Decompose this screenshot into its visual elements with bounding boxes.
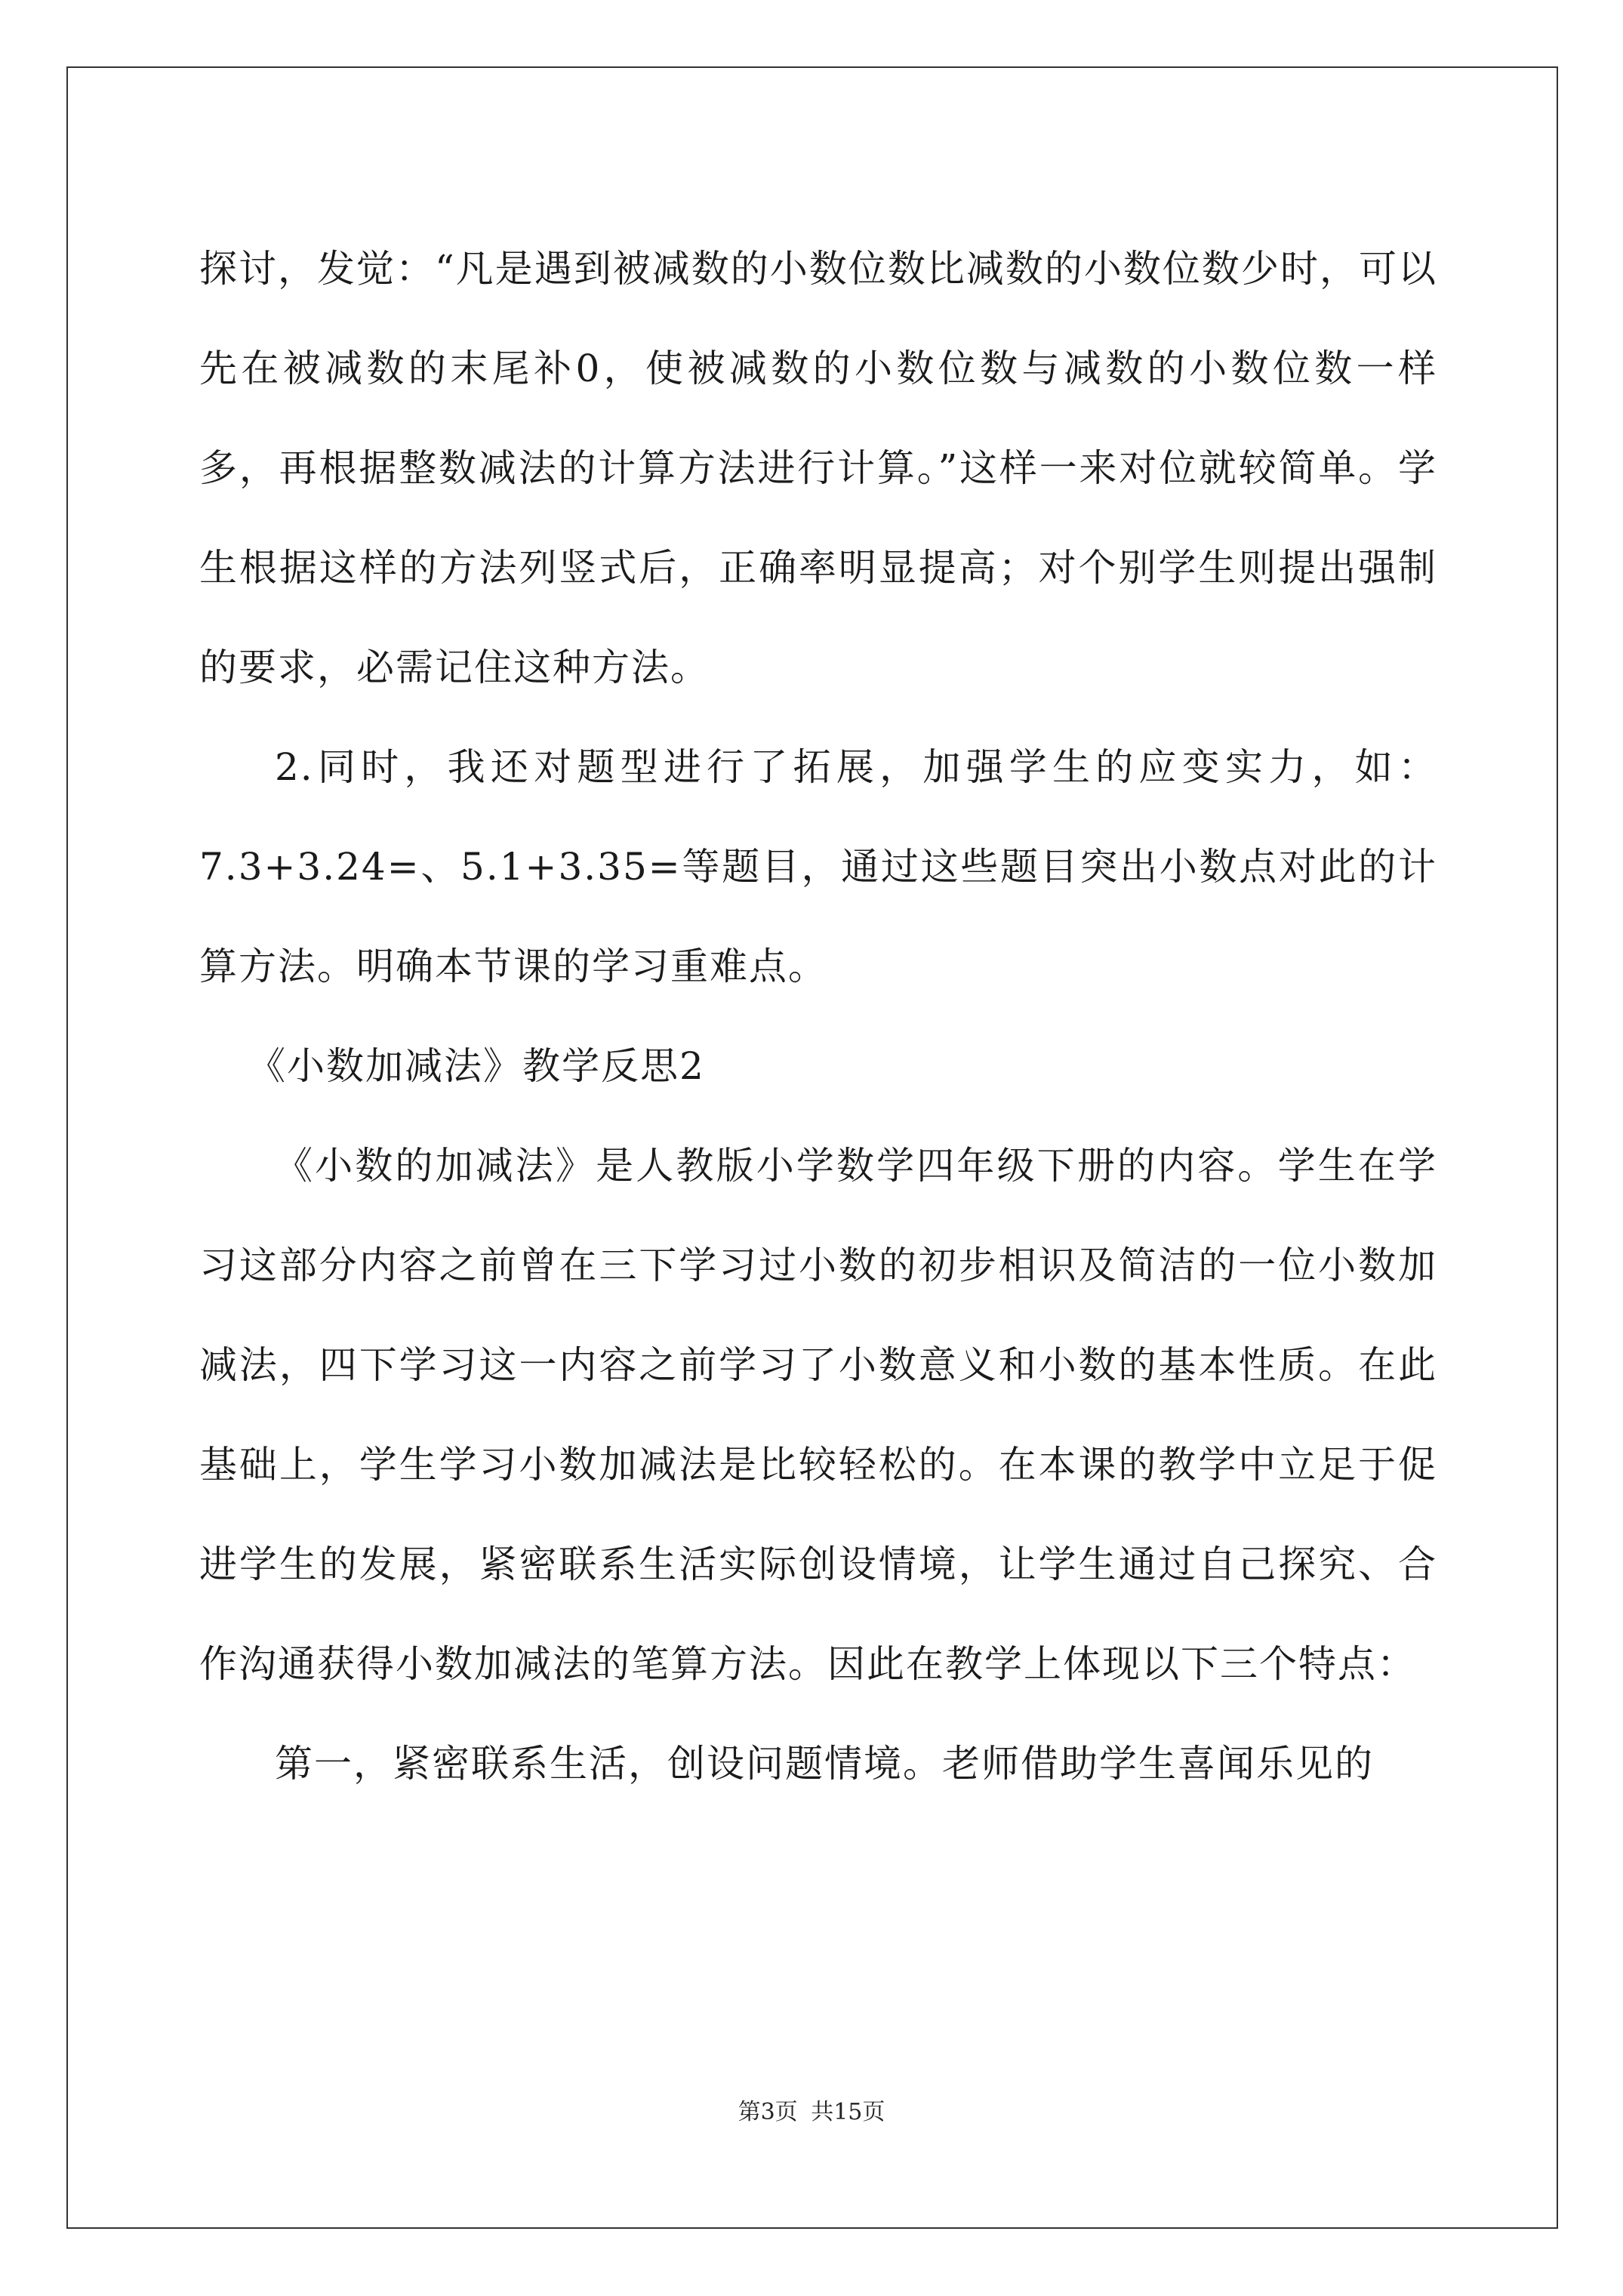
paragraph-first-point: 第一，紧密联系生活，创设问题情境。老师借助学生喜闻乐见的 xyxy=(275,1742,1374,1786)
paragraph-intro: 《小数的加减法》是人教版小学数学四年级下册的内容。学生在学习这部分内容之前曾在三下学习过小数的初步相识及简洁的一位小数加减法，四下学习这一内容之前学习了小数意义和小数的基本性质。在此基础上，学生学习小数加减法是比较轻松的。在本课的教学中立足于促进学生的发展，紧密联系生活实际创设情境，让学生通过自己探究、合作沟通获得小数加减法的笔算方法。因此在教学上体现以下三个特点： xyxy=(199,1144,1437,1686)
page-footer xyxy=(0,2093,1623,2126)
paragraph-continuation: 探讨，发觉：“凡是遇到被减数的小数位数比减数的小数位数少时，可以先在被减数的末尾补0，使被减数的小数位数与减数的小数位数一样多，再根据整数减法的计算方法进行计算。”这样一来对位就较简单。学生根据这样的方法列竖式后，正确率明显提高；对个别学生则提出强制的要求，必需记住这种方法。 xyxy=(199,247,1437,689)
document-body xyxy=(199,219,1437,1814)
paragraph-extension: 2.同时，我还对题型进行了拓展，加强学生的应变实力，如：7.3+3.24=、5.1+3.35=等题目，通过这些题目突出小数点对此的计算方法。明确本节课的学习重难点。 xyxy=(199,745,1437,988)
section-heading: 《小数加减法》教学反思2 xyxy=(248,1044,705,1088)
page-number: 第3页 xyxy=(738,2099,798,2125)
page-total: 共15页 xyxy=(811,2099,885,2125)
